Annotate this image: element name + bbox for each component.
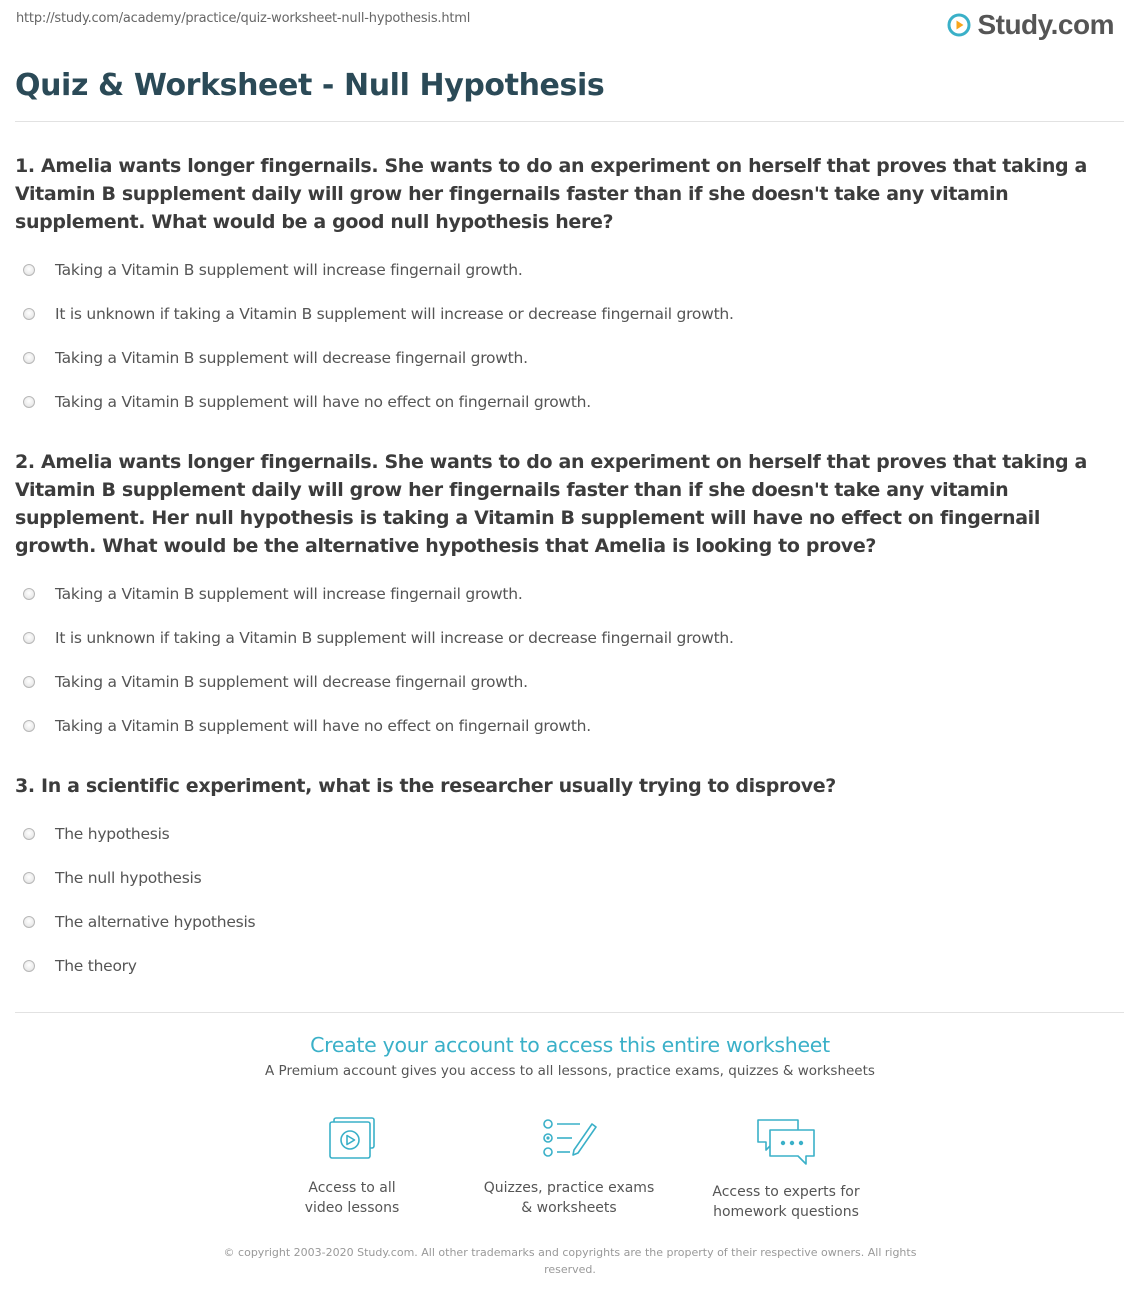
cta-subtitle: A Premium account gives you access to all lessons, practice exams, quizzes & worksheets <box>265 1063 875 1079</box>
radio-button[interactable] <box>23 352 35 364</box>
answer-option[interactable] <box>15 336 1125 380</box>
answer-label: Taking a Vitamin B supplement will have no effect on fingernail growth. <box>55 393 591 411</box>
answer-options <box>15 572 1125 748</box>
signup-callout <box>0 1033 1140 1079</box>
answer-option[interactable] <box>15 856 1125 900</box>
answer-option[interactable] <box>15 704 1125 748</box>
question-1 <box>15 152 1125 448</box>
answer-option[interactable] <box>15 616 1125 660</box>
cta-title[interactable]: Create your account to access this entire worksheet <box>310 1033 830 1057</box>
answer-label: Taking a Vitamin B supplement will increase fingernail growth. <box>55 585 523 603</box>
radio-button[interactable] <box>23 676 35 688</box>
answer-option[interactable] <box>15 292 1125 336</box>
page-title: Quiz & Worksheet - Null Hypothesis <box>15 68 605 103</box>
answer-label: Taking a Vitamin B supplement will have no effect on fingernail growth. <box>55 717 591 735</box>
answer-label: The null hypothesis <box>55 869 202 887</box>
answer-option[interactable] <box>15 900 1125 944</box>
question-text: 3. In a scientific experiment, what is the researcher usually trying to disprove? <box>15 775 836 797</box>
study-logo[interactable] <box>947 8 1114 42</box>
answer-label: Taking a Vitamin B supplement will increase fingernail growth. <box>55 261 523 279</box>
question-3 <box>15 772 1125 988</box>
content-divider <box>15 1012 1124 1013</box>
page-url: http://study.com/academy/practice/quiz-worksheet-null-hypothesis.html <box>16 11 471 26</box>
radio-button[interactable] <box>23 308 35 320</box>
radio-button[interactable] <box>23 632 35 644</box>
quiz-questions <box>15 152 1125 988</box>
answer-option[interactable] <box>15 944 1125 988</box>
answer-options <box>15 812 1125 988</box>
answer-option[interactable] <box>15 380 1125 424</box>
feature-experts <box>676 1116 896 1222</box>
answer-label: The theory <box>55 957 137 975</box>
chat-bubbles-icon <box>754 1116 818 1168</box>
radio-button[interactable] <box>23 828 35 840</box>
copyright-notice: © copyright 2003-2020 Study.com. All other trademarks and copyrights are the property of their respective owners. All rights reserved. <box>223 1246 917 1276</box>
header-divider <box>15 121 1124 122</box>
answer-label: Taking a Vitamin B supplement will decrease fingernail growth. <box>55 349 528 367</box>
radio-button[interactable] <box>23 396 35 408</box>
feature-video-lessons <box>242 1116 462 1218</box>
answer-label: The hypothesis <box>55 825 170 843</box>
radio-button[interactable] <box>23 588 35 600</box>
logo-text: Study.com <box>977 9 1114 40</box>
answer-options <box>15 248 1125 424</box>
radio-button[interactable] <box>23 916 35 928</box>
radio-button[interactable] <box>23 872 35 884</box>
play-circle-icon <box>947 13 971 37</box>
answer-option[interactable] <box>15 812 1125 856</box>
answer-label: The alternative hypothesis <box>55 913 256 931</box>
answer-label: Taking a Vitamin B supplement will decrease fingernail growth. <box>55 673 528 691</box>
feature-quizzes <box>459 1116 679 1218</box>
question-text: 2. Amelia wants longer fingernails. She wants to do an experiment on herself that proves that taking a Vitamin B supplement daily will grow her fingernails faster than if she doesn't take any vitamin supplement. Her null hypothesis is taking a Vitamin B supplement will have no effect on fingernail growth. What would be the alternative hypothesis that Amelia is looking to prove? <box>15 451 1088 557</box>
answer-option[interactable] <box>15 572 1125 616</box>
feature-label: Access to experts for homework questions <box>712 1184 860 1220</box>
video-lessons-icon <box>324 1116 380 1164</box>
answer-label: It is unknown if taking a Vitamin B supplement will increase or decrease fingernail growth. <box>55 305 734 323</box>
answer-option[interactable] <box>15 660 1125 704</box>
feature-label: Access to all video lessons <box>304 1180 400 1216</box>
answer-label: It is unknown if taking a Vitamin B supplement will increase or decrease fingernail growth. <box>55 629 734 647</box>
radio-button[interactable] <box>23 264 35 276</box>
answer-option[interactable] <box>15 248 1125 292</box>
feature-label: Quizzes, practice exams & worksheets <box>483 1180 655 1216</box>
quiz-checklist-icon <box>540 1116 598 1164</box>
radio-button[interactable] <box>23 720 35 732</box>
question-text: 1. Amelia wants longer fingernails. She wants to do an experiment on herself that proves that taking a Vitamin B supplement daily will grow her fingernails faster than if she doesn't take any vitamin supplement. What would be a good null hypothesis here? <box>15 155 1088 233</box>
question-2 <box>15 448 1125 772</box>
radio-button[interactable] <box>23 960 35 972</box>
